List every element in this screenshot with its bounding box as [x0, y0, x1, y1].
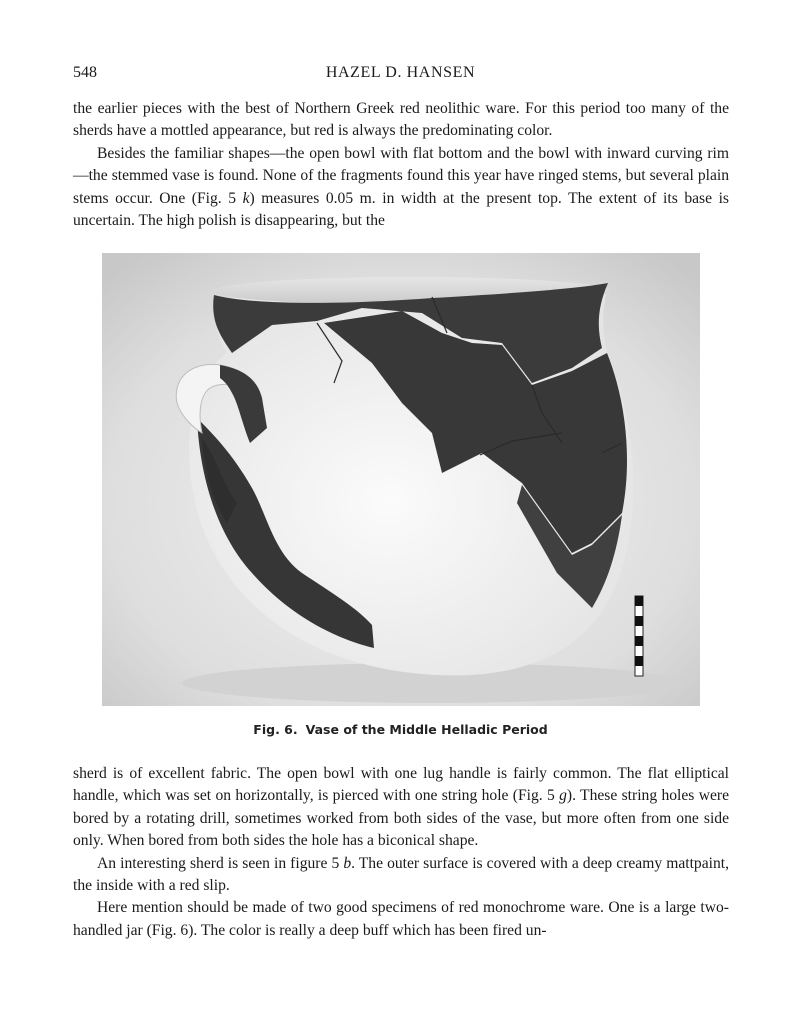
- text-run: ). These string holes were bored by a rotating drill, sometimes worked from both sides of the vase, but more often from one side only. When bored from both sides the hole has a biconical shape.: [73, 787, 729, 850]
- figure-reference-letter: k: [242, 189, 250, 207]
- text-run: sherd is of excellent fabric. The open bowl with one lug handle is fairly common. The flat elliptical handle, which was set on horizontally, is pierced with one string hole (Fig. 5: [73, 765, 729, 805]
- paragraph: [73, 763, 729, 853]
- text-run: Besides the familiar shapes—the open bowl with flat bottom and the bowl with inward curving rim—the stemmed vase is found. None of the fragments found this year have ringed stems, but several plain stems occur. One (Fig. 5: [73, 144, 729, 207]
- figure-reference-letter: b: [343, 854, 352, 872]
- paragraph: the earlier pieces with the best of Northern Greek red neolithic ware. For this period too many of the sherds have a mottled appearance, but red is always the predominating color.: [73, 100, 729, 140]
- caption-label: Fig. 6.: [253, 722, 298, 737]
- text-run: . The outer surface is covered with a deep creamy mattpaint, the inside with a red slip.: [73, 854, 729, 895]
- figure-caption: [0, 722, 801, 737]
- paragraph: [73, 853, 729, 898]
- running-head: HAZEL D. HANSEN: [325, 64, 476, 81]
- page-number: 548: [73, 64, 97, 81]
- paragraph: Here mention should be made of two good specimens of red monochrome ware. One is a large two-handled jar (Fig. 6). The color is really a deep buff which has been fired un-: [73, 899, 729, 939]
- body-text-top: [73, 98, 729, 232]
- figure-reference-letter: g: [559, 787, 567, 805]
- caption-text: Vase of the Middle Helladic Period: [305, 722, 548, 737]
- vase-photograph: [102, 253, 700, 706]
- text-run: ) measures 0.05 m. in width at the present top. The extent of its base is uncertain. The high polish is disappearing, but the: [73, 189, 729, 230]
- body-text-bottom: [73, 763, 729, 942]
- paragraph: [73, 143, 729, 233]
- text-run: An interesting sherd is seen in figure 5: [97, 854, 344, 872]
